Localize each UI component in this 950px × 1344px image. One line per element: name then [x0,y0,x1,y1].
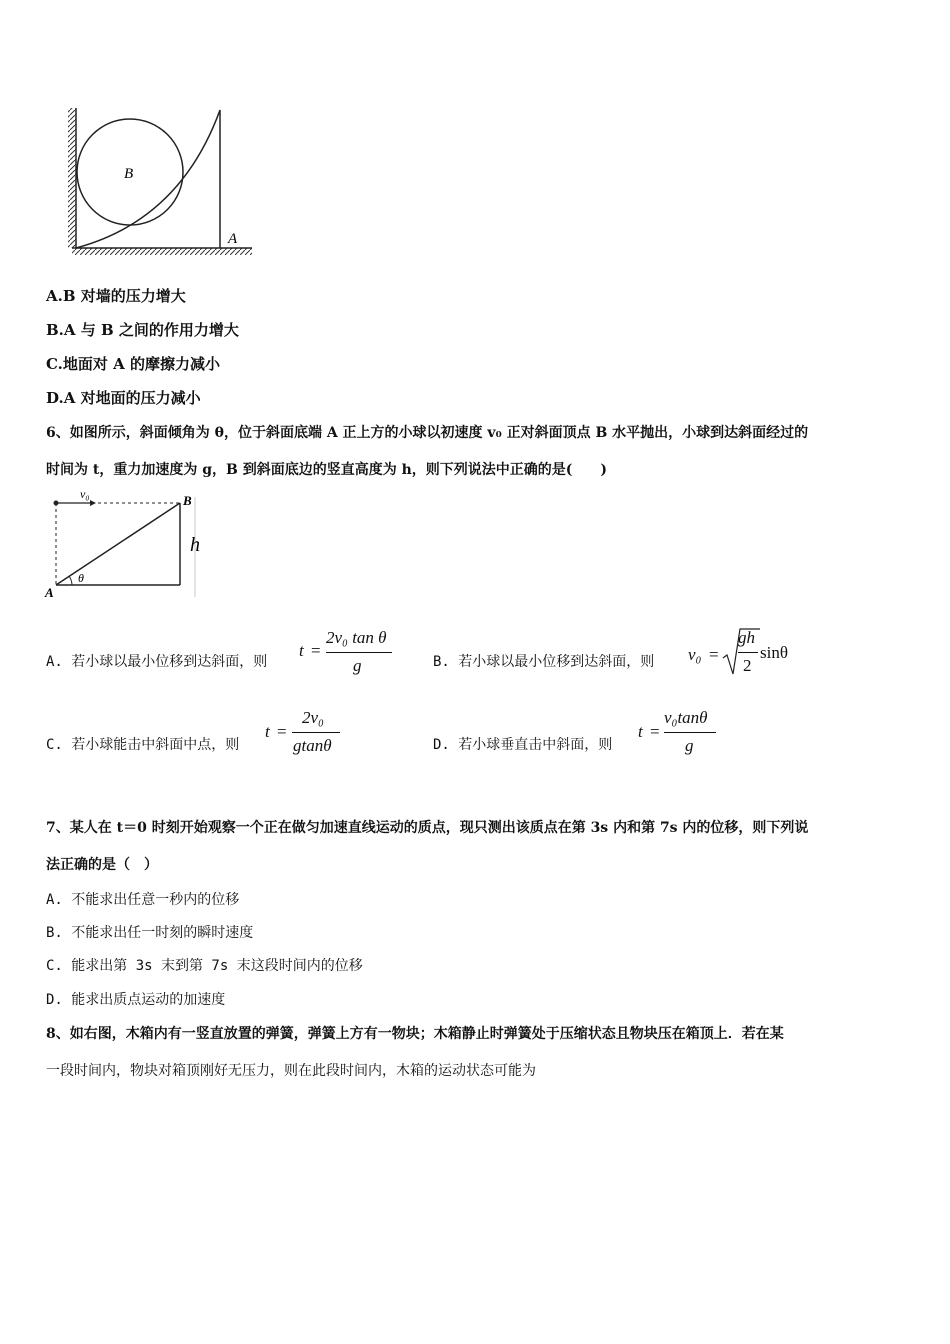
q8-stem-line1: 8、如右图，木箱内有一竖直放置的弹簧，弹簧上方有一物块；木箱静止时弹簧处于压缩状态且物块压在箱顶上．若在某 [46,1026,784,1042]
q6-option-b: B. 若小球以最小位移到达斜面，则 [433,654,655,670]
fraction-bar [738,652,758,653]
wall-hatch [68,108,76,248]
q6-d-denominator: g [685,736,694,755]
q5-figure [60,100,260,265]
q6-option-a: A. 若小球以最小位移到达斜面，则 [46,654,268,670]
q6-stem-line1: 6、如图所示，斜面倾角为 θ，位于斜面底端 A 正上方的小球以初速度 v₀ 正对斜面顶点 B 水平抛出，小球到达斜面经过的 [46,425,809,441]
q5-option-a: A.B 对墙的压力增大 [46,287,186,305]
q7-option-a: A. 不能求出任意一秒内的位移 [46,892,240,908]
q5-option-d: D.A 对地面的压力减小 [46,389,201,407]
ground-hatch [72,248,252,255]
label-h: h [190,534,200,556]
q7-stem-line1: 7、某人在 t＝0 时刻开始观察一个正在做匀加速直线运动的质点，现只测出该质点在第 3s 内和第 7s 内的位移，则下列说 [46,820,809,836]
label-v0: v₀ [80,487,90,501]
q6-c-numerator: 2v₀ [302,708,324,727]
label-A6: A [45,585,54,600]
q6-b-eq: = [709,645,719,664]
incline [56,503,180,585]
q6-stem-line2: 时间为 t，重力加速度为 g，B 到斜面底边的竖直高度为 h，则下列说法中正确的是( ) [46,462,608,478]
label-theta: θ [78,571,84,585]
q6-d-lhs: t [638,722,643,741]
q6-b-numerator: gh [738,628,755,647]
q6-d-numerator: v₀tanθ [664,708,708,727]
label-b: B [124,166,134,182]
q6-a-denominator: g [353,656,362,675]
fraction-bar [664,732,716,733]
q6-c-fraction [292,708,342,758]
q8-stem-line2: 一段时间内，物块对箱顶刚好无压力，则在此段时间内，木箱的运动状态可能为 [46,1063,536,1079]
label-B6: B [183,493,192,508]
q7-option-d: D. 能求出质点运动的加速度 [46,992,226,1008]
q6-c-eq: = [277,722,287,741]
q6-b-fraction [738,628,760,678]
q7-option-b: B. 不能求出任一时刻的瞬时速度 [46,925,254,941]
q6-b-denominator: 2 [743,656,752,675]
q6-option-d: D. 若小球垂直击中斜面，则 [433,737,613,753]
fraction-bar [326,652,392,653]
q6-d-eq: = [650,722,660,741]
q6-b-lhs: v₀ [688,645,702,664]
q7-stem-line2: 法正确的是（ ） [46,857,158,873]
q6-a-numerator: 2v₀ tan θ [326,628,387,647]
q5-option-b: B.A 与 B 之间的作用力增大 [46,321,239,339]
q6-a-eq: = [311,641,321,660]
q6-figure [40,485,220,603]
ball [54,501,59,506]
q5-option-c: C.地面对 A 的摩擦力减小 [46,355,220,373]
q7-option-c: C. 能求出第 3s 末到第 7s 末这段时间内的位移 [46,958,363,974]
label-a: A [228,231,238,247]
q6-c-lhs: t [265,722,270,741]
q6-option-c: C. 若小球能击中斜面中点，则 [46,737,240,753]
q6-c-denominator: gtanθ [293,736,332,755]
q6-b-tail: sinθ [760,643,788,662]
q6-a-fraction [326,628,394,678]
q6-a-lhs: t [299,641,304,660]
q6-d-fraction [664,708,718,758]
fraction-bar [292,732,340,733]
